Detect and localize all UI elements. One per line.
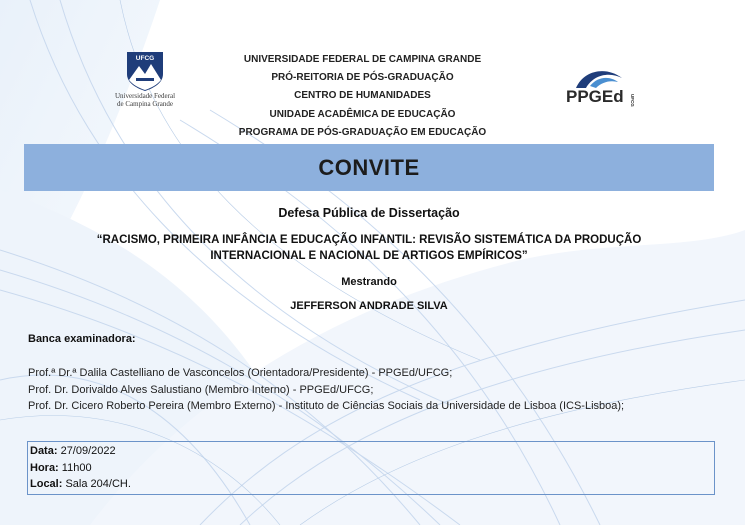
place-label: Local: (30, 478, 63, 490)
banca-member: Prof. Dr. Dorivaldo Alves Salustiano (Membro Interno) - PPGEd/UFCG; (28, 383, 374, 396)
dissertation-title-line1: “RACISMO, PRIMEIRA INFÂNCIA E EDUCAÇÃO INFANTIL: REVISÃO SISTEMÁTICA DA PRODUÇÃO (96, 234, 642, 246)
dissertation-title-line2: INTERNACIONAL E NACIONAL DE ARTIGOS EMPÍRICOS” (210, 250, 528, 262)
header-line-unit: UNIDADE ACADÊMICA DE EDUCAÇÃO (269, 108, 456, 120)
convite-title: CONVITE (318, 154, 420, 180)
dissertation-title (24, 232, 714, 264)
candidate-role: Mestrando (341, 276, 397, 288)
time-label: Hora: (30, 461, 59, 474)
ppged-side-text: UFCG (630, 94, 635, 107)
header-line-university: UNIVERSIDADE FEDERAL DE CAMPINA GRANDE (243, 54, 482, 65)
candidate-name: JEFFERSON ANDRADE SILVA (290, 300, 448, 312)
time-row (30, 460, 714, 477)
place-row (30, 476, 714, 493)
event-info-box (27, 441, 715, 495)
banca-member: Prof.ª Dr.ª Dalila Castelliano de Vasconcelos (Orientadora/Presidente) - PPGEd/UFCG; (28, 367, 453, 379)
ufcg-emblem-icon (123, 50, 167, 92)
banca-member-list (28, 365, 624, 415)
ufcg-logo (106, 50, 184, 116)
ufcg-caption-line1: Universidade Federal (114, 92, 176, 100)
time-value: 11h00 (58, 461, 92, 474)
banca-member: Prof. Dr. Cicero Roberto Pereira (Membro Externo) - Instituto de Ciências Sociais da Universidade de Lisboa (ICS-Lisboa); (28, 400, 625, 412)
ufcg-emblem-text: UFCG (135, 55, 155, 62)
date-label: Data: (30, 445, 58, 457)
ufcg-caption-line2: de Campina Grande (117, 100, 173, 108)
header-line-center: CENTRO DE HUMANIDADES (294, 90, 431, 102)
institution-header (210, 51, 515, 142)
place-value: Sala 204/CH. (62, 478, 131, 490)
convite-banner (24, 144, 714, 191)
ppged-wave-icon (560, 62, 640, 110)
date-row (30, 443, 714, 460)
ppged-logo (560, 62, 640, 110)
event-subtitle: Defesa Pública de Dissertação (278, 206, 460, 220)
header-line-program: PROGRAMA DE PÓS-GRADUAÇÃO EM EDUCAÇÃO (238, 126, 487, 138)
banca-label: Banca examinadora: (28, 333, 136, 345)
ppged-logo-text: PPGEd (566, 87, 624, 106)
header-line-pro-rectory: PRÓ-REITORIA DE PÓS-GRADUAÇÃO (271, 72, 454, 84)
date-value: 27/09/2022 (57, 445, 116, 457)
